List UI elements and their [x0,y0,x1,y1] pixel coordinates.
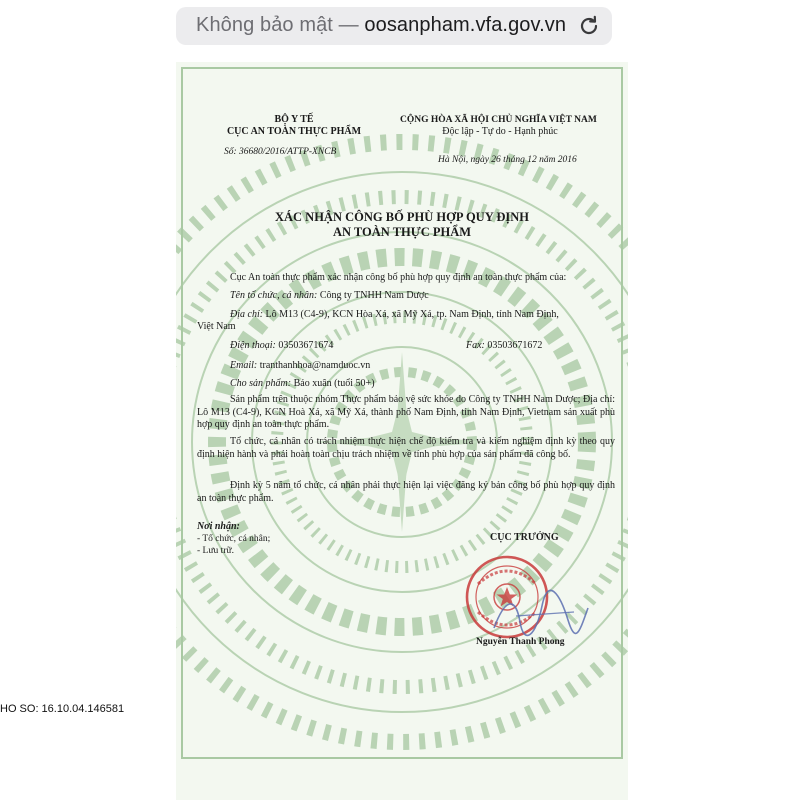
email-row [230,360,370,372]
department-name: CỤC AN TOÀN THỰC PHẨM [226,126,362,137]
address-value-line-2: Việt Nam [197,321,236,332]
ministry-name: BỘ Y TẾ [274,114,314,125]
renewal-paragraph: Định kỳ 5 năm tổ chức, cá nhân phải thực hiện lại việc đăng ký bản công bố phù hợp quy định an toàn thực phẩm. [197,480,615,504]
email-value: tranthanhhoa@namduoc.vn [257,360,371,371]
fax-row [466,340,542,352]
org-label: Tên tổ chức, cá nhân: [230,290,318,301]
org-value: Công ty TNHH Nam Dược [317,290,429,301]
intro-text: Cục An toàn thực phẩm xác nhận công bố phù hợp quy định an toàn thực phẩm của: [230,272,567,283]
address-row [230,309,559,321]
certificate-document [176,62,628,800]
product-row [230,378,375,390]
fax-label: Fax: [466,340,485,351]
title-line-2: AN TOÀN THỰC PHẨM [332,225,472,239]
org-row [230,290,429,302]
product-description-paragraph: Sản phẩm trên thuộc nhóm Thực phẩm bảo vệ sức khỏe do Công ty TNHH Nam Dược; Địa chỉ: Lô M13 (C4-9), KCN Hoà Xá, xã Mỹ Xá, thành phố Nam Định, tỉnh Nam Định, Vietnam sản xuất phù hợp quy định an toàn thực phẩm. [197,394,615,430]
email-label: Email: [230,360,258,371]
issue-date: Hà Nội, ngày 26 tháng 12 năm 2016 [438,155,577,165]
signer-name: Nguyễn Thanh Phong [476,637,565,647]
product-label: Cho sản phẩm: [230,378,292,389]
phone-value: 03503671674 [275,340,334,351]
phone-label: Điện thoại: [230,340,276,351]
product-value: Bảo xuân (tuổi 50+) [291,378,375,389]
address-bar[interactable] [176,7,612,45]
country-name: CỘNG HÒA XÃ HỘI CHỦ NGHĨA VIỆT NAM [400,115,597,125]
recipient-1: - Tổ chức, cá nhân; [197,534,271,544]
document-number: Số: 36680/2016/ATTP-XNCB [224,147,337,157]
recipients-title: Nơi nhận: [197,521,240,532]
fax-value: 03503671672 [484,340,543,351]
dossier-code: HO SO: 16.10.04.146581 [0,703,125,715]
title-line-1: XÁC NHẬN CÔNG BỐ PHÙ HỢP QUY ĐỊNH [274,210,530,224]
national-motto: Độc lập - Tự do - Hạnh phúc [442,126,558,137]
url-security-label: Không bảo mật — [196,14,365,36]
url-text[interactable] [196,14,566,37]
address-value: Lô M13 (C4-9), KCN Hòa Xá, xã Mỹ Xá, tp. Nam Định, tỉnh Nam Định, [263,309,559,320]
phone-row [230,340,333,352]
browser-toolbar [0,0,800,62]
url-domain: oosanpham.vfa.gov.vn [364,14,567,36]
responsibility-paragraph: Tổ chức, cá nhân có trách nhiệm thực hiện chế độ kiểm tra và kiểm nghiệm định kỳ theo quy định hiện hành và phải hoàn toàn chịu trách nhiệm về tính phù hợp của sản phẩm đã công bố. [197,436,615,460]
address-label: Địa chỉ: [230,309,264,320]
signer-title: CỤC TRƯỞNG [490,532,559,543]
recipient-2: - Lưu trữ. [197,546,234,556]
reload-icon[interactable] [576,13,602,39]
